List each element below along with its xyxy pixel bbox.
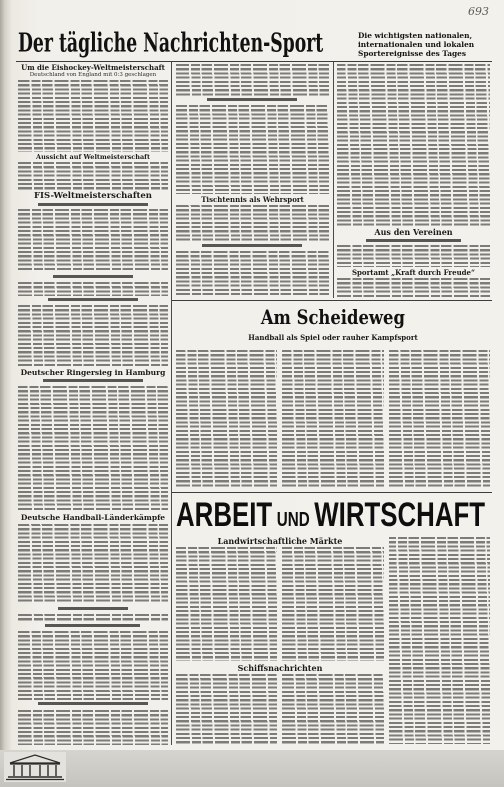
article-body-text — [337, 245, 490, 267]
ringer-headline: Deutscher Ringersieg in Hamburg — [20, 368, 166, 377]
aussicht-headline: Aussicht auf Weltmeisterschaft — [36, 153, 150, 161]
scan-footer-band — [0, 750, 504, 787]
article-body-text — [282, 350, 384, 487]
article-body-text — [18, 162, 168, 190]
article-body-text — [18, 631, 168, 700]
article-body-text — [18, 710, 168, 745]
section-heading — [58, 607, 128, 610]
article-body-text — [18, 80, 168, 152]
page-number: 693 — [468, 5, 489, 18]
economy-title-part: UND — [276, 509, 310, 531]
article-body-text — [176, 251, 329, 296]
article-body-text — [18, 614, 168, 622]
markets-headline: Landwirtschaftliche Märkte — [217, 536, 343, 546]
feature-headline-wrap — [176, 305, 490, 329]
masthead-rule — [16, 61, 492, 62]
feature-subheadline: Handball als Spiel oder rauher Kampfsport — [248, 333, 418, 342]
section-heading — [38, 702, 148, 705]
section-heading — [48, 298, 138, 301]
section-heading — [207, 98, 297, 101]
library-building-logo-icon — [4, 752, 66, 782]
section-subheading — [43, 379, 143, 382]
shipping-headline: Schiffsnachrichten — [237, 663, 323, 673]
masthead-title: Der tägliche Nachrichten-Sport — [18, 26, 324, 58]
economy-title-part: WIRTSCHAFT — [314, 496, 486, 534]
section-subheading — [45, 624, 140, 627]
section-subheading — [366, 239, 461, 242]
article-body-text — [337, 64, 490, 226]
vereine-headline: Aus den Vereinen — [374, 227, 453, 237]
handball-headline: Deutsche Handball-Länderkämpfe — [20, 513, 166, 522]
eishockey-headline: Um die Eishockey-Weltmeisterschaft — [21, 63, 165, 72]
eishockey-subheadline: Deutschland von England mit 0:3 geschlagen — [29, 71, 157, 78]
article-body-text — [18, 524, 168, 604]
article-body-text — [18, 386, 168, 512]
masthead-tagline: Die wichtigsten nationalen, internationalen und lokalen Sportereignisse des Tages — [358, 31, 475, 58]
article-body-text — [18, 305, 168, 367]
article-body-text — [176, 674, 277, 744]
article-body-text — [176, 105, 329, 194]
column-rule — [333, 62, 334, 298]
section-heading — [53, 275, 133, 278]
tischtennis-headline: Tischtennis als Wehrsport — [201, 195, 304, 204]
article-body-text — [389, 537, 490, 744]
kdf-headline: Sportamt „Kraft durch Freude“ — [351, 268, 476, 277]
section-subheading — [38, 203, 148, 206]
article-body-text — [18, 209, 168, 272]
article-body-text — [282, 674, 384, 744]
article-body-text — [176, 205, 329, 242]
article-body-text — [176, 350, 277, 487]
economy-section-title — [176, 496, 490, 536]
article-body-text — [176, 64, 329, 96]
section-rule — [172, 300, 492, 301]
article-body-text — [176, 547, 277, 661]
section-rule — [172, 492, 492, 493]
economy-title-part: ARBEIT — [176, 496, 273, 534]
article-body-text — [389, 350, 490, 487]
article-body-text — [282, 547, 384, 661]
feature-headline: Am Scheideweg — [260, 305, 406, 329]
article-body-text — [18, 282, 168, 296]
fis-headline: FIS-Weltmeisterschaften — [34, 190, 152, 201]
article-body-text — [337, 278, 490, 297]
section-heading — [202, 244, 302, 247]
column-rule — [171, 62, 172, 745]
